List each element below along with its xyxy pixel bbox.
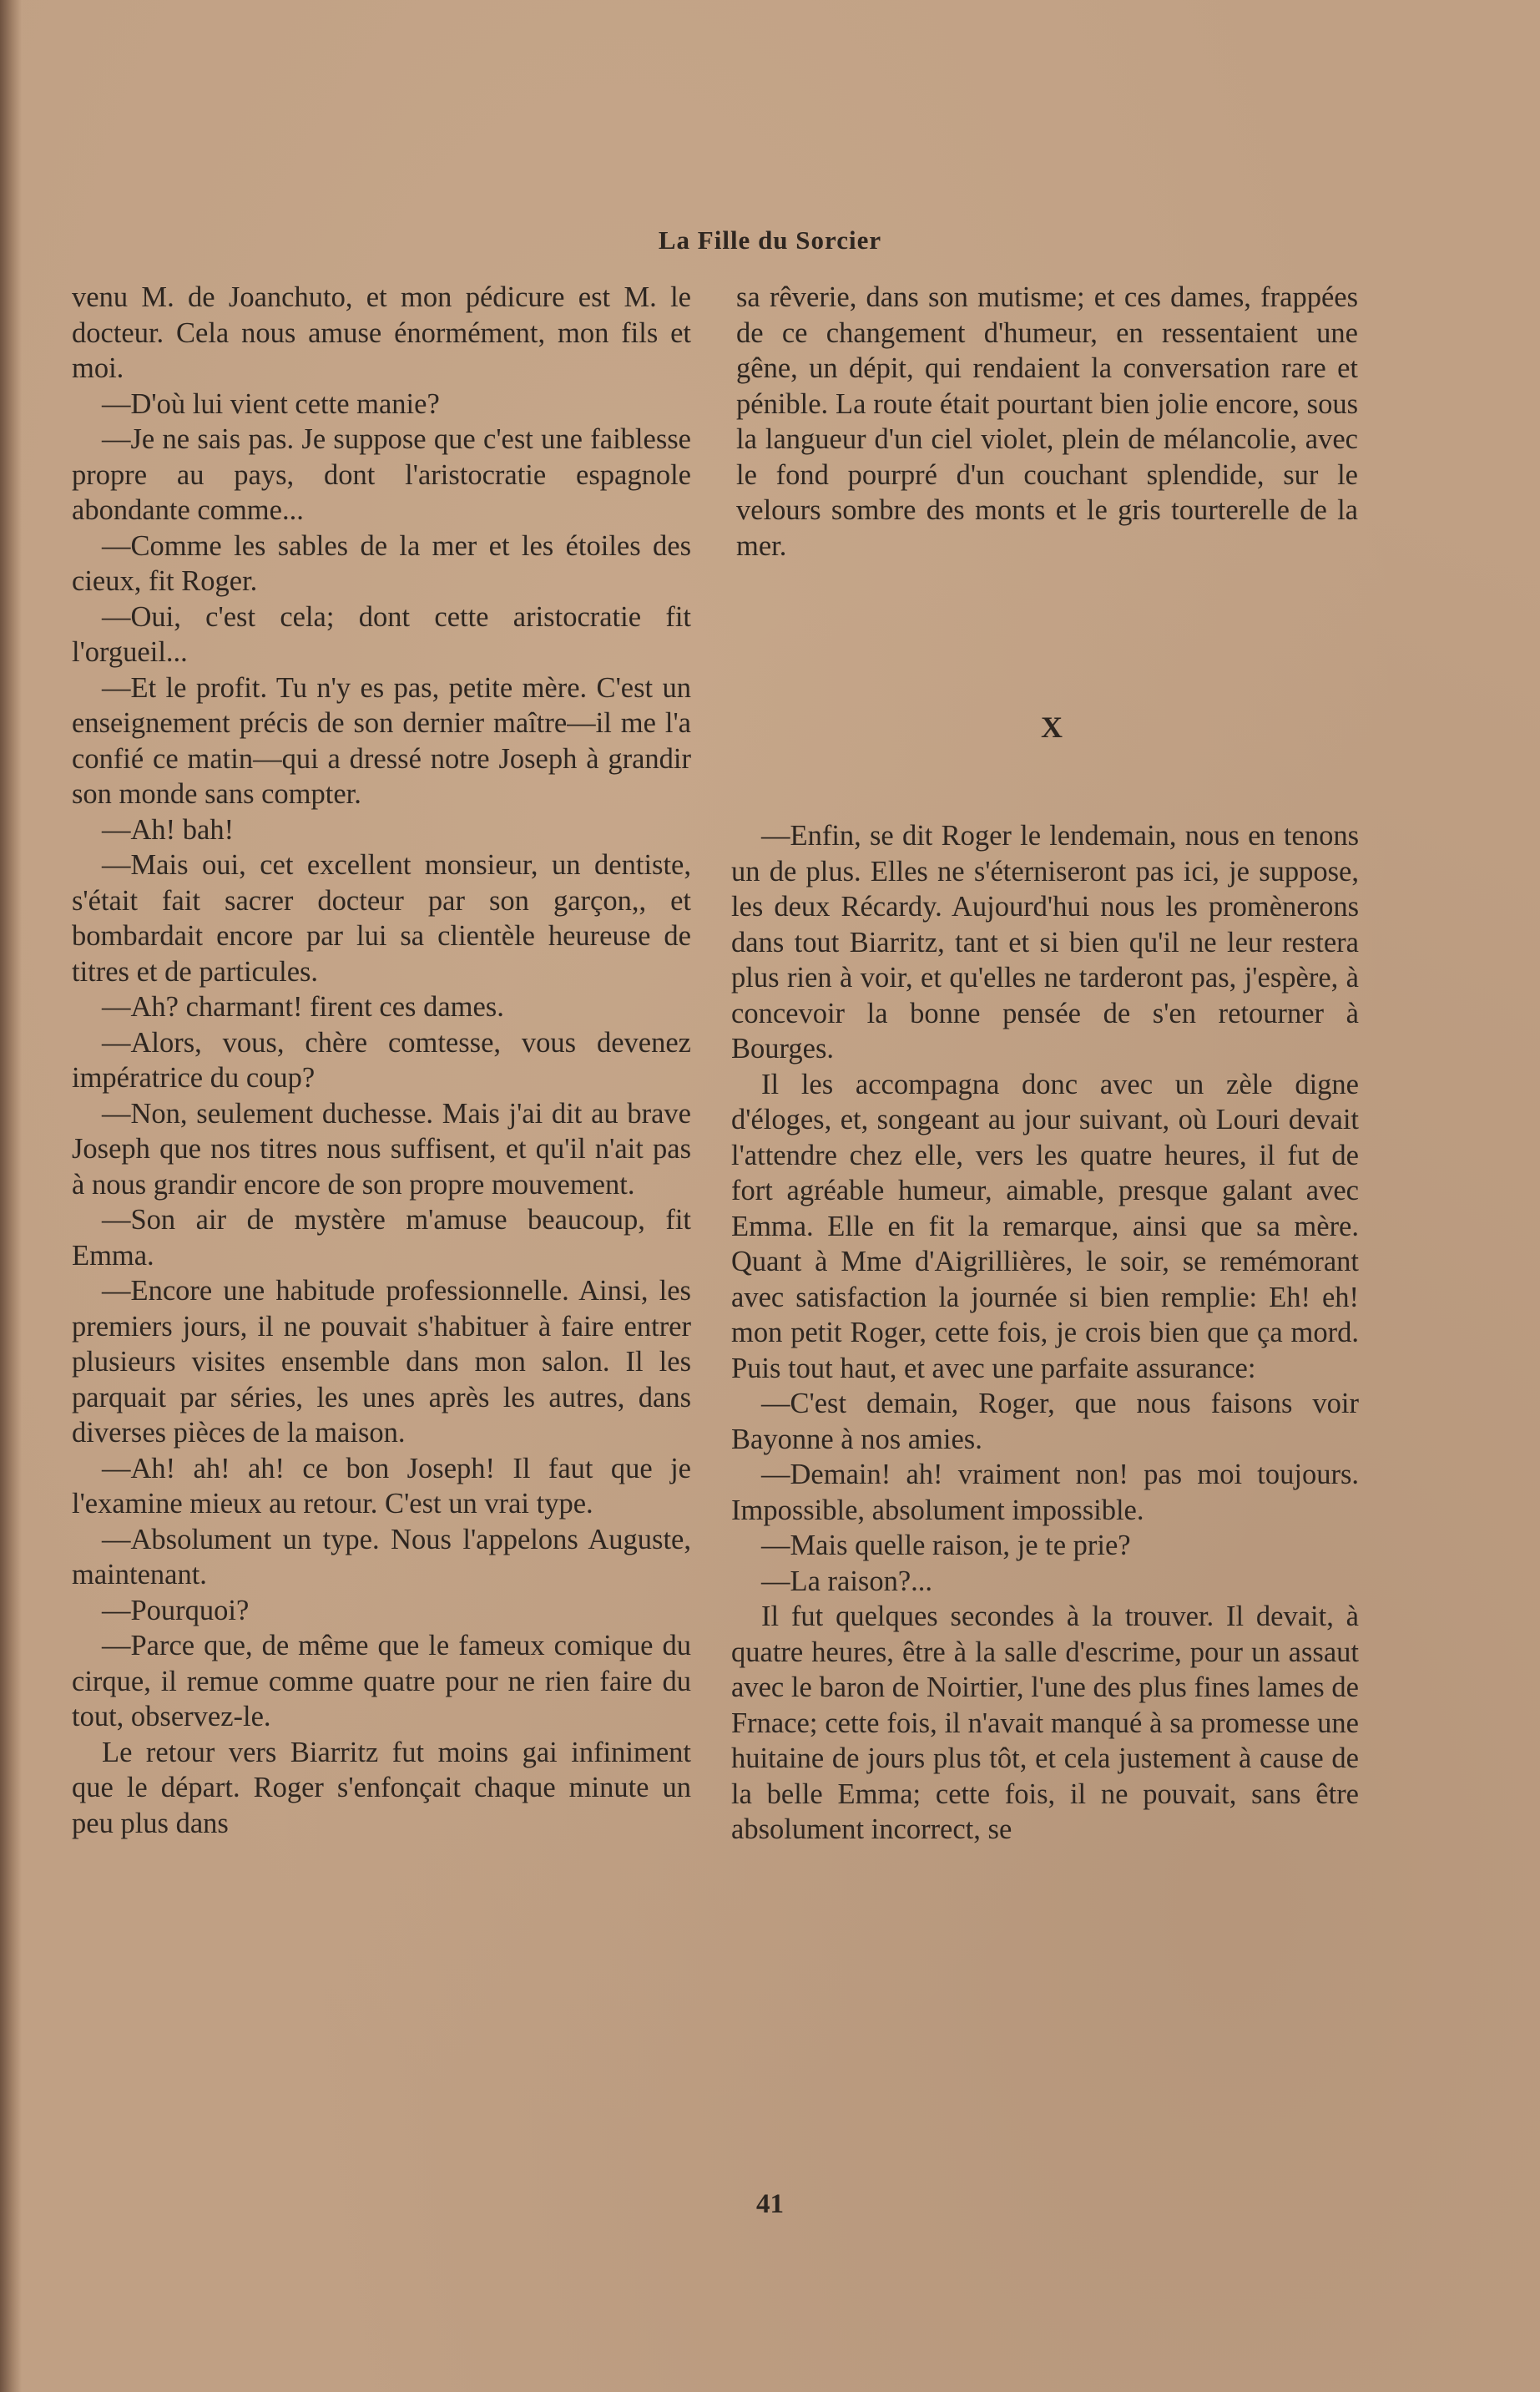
paragraph: —C'est demain, Roger, que nous faisons voir Bayonne à nos amies. [731, 1388, 1359, 1455]
paragraph: Il les accompagna donc avec un zèle digne d'éloges, et, songeant au jour suivant, où Louri devait l'attendre chez elle, vers les quatre heures, il fut de fort agréable humeur, aimable, presque galant avec Emma. Elle en fit la remarque, ainsi que sa mère. Quant à Mme d'Aigrillières, le soir, se remémorant avec satisfaction la journée si bien remplie: Eh! eh! mon petit Roger, cette fois, je crois bien que ça mord. Puis tout haut, et avec une parfaite assurance: [731, 1068, 1359, 1384]
paragraph: —Absolument un type. Nous l'appelons Auguste, maintenant. [72, 1523, 691, 1590]
paragraph: —Et le profit. Tu n'y es pas, petite mère. C'est un enseignement précis de son dernier maître—il me l'a confié ce matin—qui a dressé notre Joseph à grandir son monde sans compter. [72, 671, 691, 810]
paragraph: —Pourquoi? [102, 1594, 250, 1626]
paragraph: —Comme les sables de la mer et les étoiles des cieux, fit Roger. [72, 529, 691, 597]
paragraph: —Ah! bah! [102, 813, 235, 846]
paragraph: —Encore une habitude professionnelle. Ainsi, les premiers jours, il ne pouvait s'habituer à faire entrer plusieurs visites ensemble dans mon salon. Il les parquait par séries, les unes après les autres, dans diverses pièces de la maison. [72, 1275, 691, 1449]
paragraph: —Mais quelle raison, je te prie? [761, 1530, 1131, 1561]
paragraph: —Non, seulement duchesse. Mais j'ai dit au brave Joseph que nos titres nous suffisent, et qu'il n'ait pas à nous grandir encore de son propre mouvement. [72, 1097, 691, 1201]
paragraph: —La raison?... [761, 1565, 933, 1597]
paragraph: sa rêverie, dans son mutisme; et ces dames, frappées de ce changement d'humeur, en ressentaient une gêne, un dépit, qui rendaient la conversation rare et pénible. La route était pourtant bien jolie encore, sous la langueur d'un ciel violet, plein de mélancolie, avec le fond pourpré d'un couchant splendide, sur le velours sombre des monts et le gris tourterelle de la mer. [736, 281, 1358, 562]
paragraph: Il fut quelques secondes à la trouver. Il devait, à quatre heures, être à la salle d'escrime, pour un assaut avec le baron de Noirtier, l'une des plus fines lames de Frnace; cette fois, il n'avait manqué à sa promesse une huitaine de jours plus tôt, et cela justement à cause de la belle Emma; cette fois, il ne pouvait, sans être absolument incorrect, se [731, 1601, 1359, 1845]
paragraph: —Je ne sais pas. Je suppose que c'est une faiblesse propre au pays, dont l'aristocratie espagnole abondante comme... [72, 423, 691, 526]
paragraph: —Alors, vous, chère comtesse, vous devenez impératrice du coup? [72, 1026, 691, 1094]
paragraph: venu M. de Joanchuto, et mon pédicure est M. le docteur. Cela nous amuse énormément, mon fils et moi. [72, 281, 691, 384]
paragraph: —Demain! ah! vraiment non! pas moi toujours. Impossible, absolument impossible. [731, 1459, 1359, 1526]
chapter-heading: X [1041, 711, 1063, 744]
paragraph: Le retour vers Biarritz fut moins gai infiniment que le départ. Roger s'enfonçait chaque minute un peu plus dans [72, 1736, 691, 1839]
running-head: La Fille du Sorcier [658, 225, 882, 255]
paragraph: —Ah! ah! ah! ce bon Joseph! Il faut que je l'examine mieux au retour. C'est un vrai type. [72, 1452, 691, 1520]
paragraph: —Mais oui, cet excellent monsieur, un dentiste, s'était fait sacrer docteur par son garçon,, et bombardait encore par lui sa clientèle heureuse de titres et de particules. [72, 849, 691, 988]
paragraph: —Oui, c'est cela; dont cette aristocratie fit l'orgueil... [72, 600, 691, 668]
right-text-column-bottom [731, 818, 1359, 1848]
paragraph: —Parce que, de même que le fameux comique du cirque, il remue comme quatre pour ne rien faire du tout, observez-le. [72, 1630, 691, 1732]
page-binding-edge [0, 0, 22, 2392]
paragraph: —D'où lui vient cette manie? [102, 387, 440, 420]
paragraph: —Ah? charmant! firent ces dames. [102, 991, 504, 1023]
page-number: 41 [756, 2189, 784, 2219]
left-text-column [72, 280, 691, 1841]
right-text-column-top [736, 280, 1358, 564]
paragraph: —Son air de mystère m'amuse beaucoup, fit Emma. [72, 1204, 691, 1272]
paragraph: —Enfin, se dit Roger le lendemain, nous en tenons un de plus. Elles ne s'éterniseront pas ici, je suppose, les deux Récardy. Aujourd'hui nous les promènerons dans tout Biarritz, tant et si bien qu'il ne leur restera plus rien à voir, et qu'elles ne tarderont pas, j'espère, à concevoir la bonne pensée de s'en retourner à Bourges. [731, 820, 1359, 1065]
